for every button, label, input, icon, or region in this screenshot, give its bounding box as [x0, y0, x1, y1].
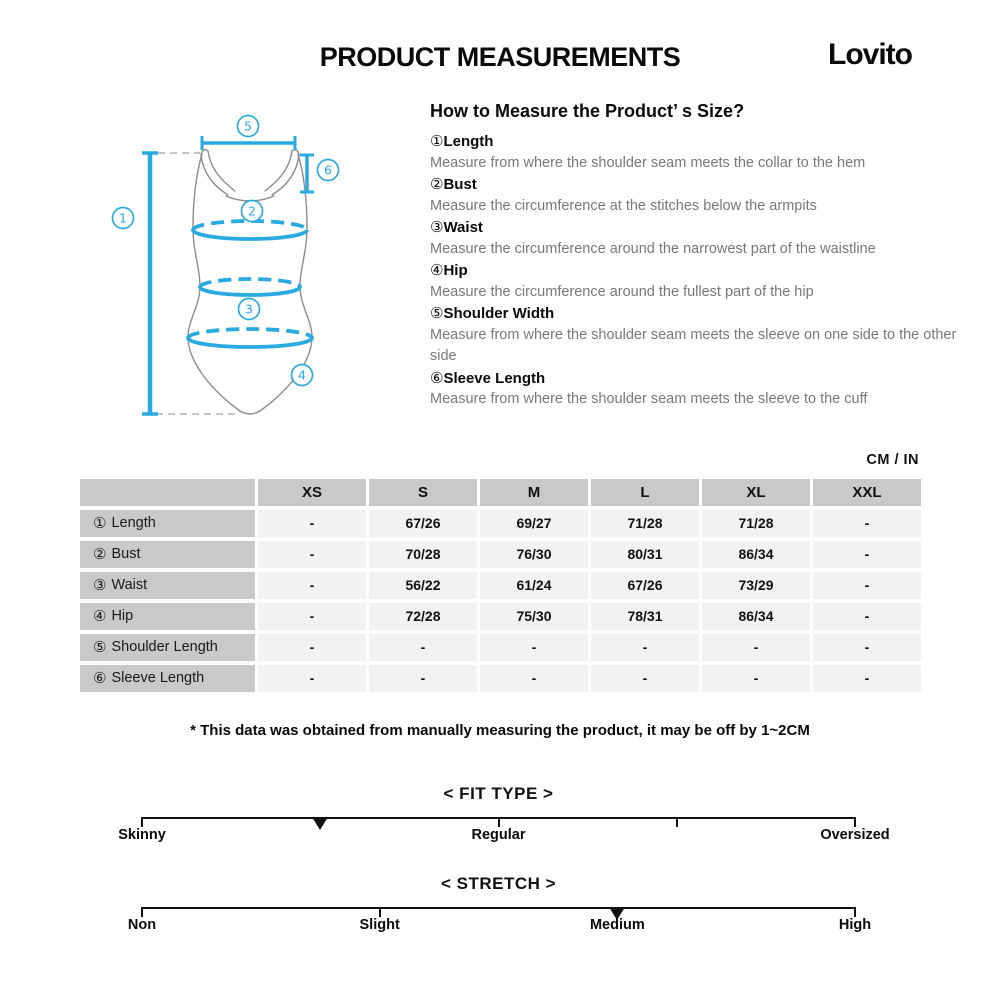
cell-length-xs: - — [258, 510, 366, 538]
cell-hip-s: 72/28 — [369, 603, 477, 631]
circled-number: ④ — [93, 607, 107, 626]
scale-tick — [854, 817, 856, 827]
row-label-bust: ② Bust — [80, 541, 255, 569]
guide-item-desc: Measure the circumference around the narrowest part of the waistline — [430, 240, 876, 257]
col-header-xl: XL — [702, 479, 810, 506]
callout-1: 1 — [119, 210, 127, 226]
cell-bust-xl: 86/34 — [702, 541, 810, 569]
row-label-length: ① Length — [80, 510, 255, 538]
guide-item-title: ②Bust — [430, 175, 477, 193]
fit-type-labels — [118, 827, 890, 847]
cell-hip-l: 78/31 — [591, 603, 699, 631]
fit-type-heading: < FIT TYPE > — [443, 784, 554, 803]
scale-tick — [854, 907, 856, 917]
circled-number: ③ — [430, 218, 444, 236]
cell-sleeve-xs: - — [258, 665, 366, 693]
cell-sleeve-xxl: - — [813, 665, 921, 693]
cell-length-m: 69/27 — [480, 510, 588, 538]
scale-label-regular: Regular — [471, 827, 526, 843]
row-label-waist: ③ Waist — [80, 572, 255, 600]
cell-length-s: 67/26 — [369, 510, 477, 538]
cell-length-l: 71/28 — [591, 510, 699, 538]
units-label: CM / IN — [866, 452, 919, 468]
scale-label-medium: Medium — [589, 917, 645, 933]
scale-label-slight: Slight — [359, 917, 400, 933]
scale-tick — [379, 907, 381, 917]
cell-shoulder-xl: - — [702, 634, 810, 662]
cell-shoulder-xs: - — [258, 634, 366, 662]
cell-waist-xs: - — [258, 572, 366, 600]
col-header-m: M — [480, 479, 588, 506]
row-label-sleeve-length: ⑥ Sleeve Length — [80, 665, 255, 693]
guide-item-title: ⑤Shoulder Width — [430, 304, 555, 322]
circled-number: ④ — [430, 261, 444, 279]
page-title: PRODUCT MEASUREMENTS — [319, 42, 681, 72]
circled-number: ① — [430, 132, 444, 150]
circled-number: ② — [93, 545, 107, 564]
cell-hip-xl: 86/34 — [702, 603, 810, 631]
row-label-hip: ④ Hip — [80, 603, 255, 631]
callout-3: 3 — [245, 301, 253, 317]
brand-logo: Lovito — [828, 38, 912, 71]
guide-item-title: ①Length — [430, 132, 494, 150]
guide-item-desc: Measure from where the shoulder seam meets the sleeve to the cuff — [430, 391, 868, 407]
circled-number: ① — [93, 514, 107, 533]
cell-waist-xl: 73/29 — [702, 572, 810, 600]
cell-shoulder-xxl: - — [813, 634, 921, 662]
circled-number: ⑥ — [93, 669, 107, 688]
cell-bust-xxl: - — [813, 541, 921, 569]
cell-shoulder-l: - — [591, 634, 699, 662]
guide-item-desc: Measure the circumference at the stitches below the armpits — [430, 197, 817, 214]
cell-hip-xs: - — [258, 603, 366, 631]
scale-label-oversized: Oversized — [820, 827, 890, 843]
cell-length-xxl: - — [813, 510, 921, 538]
cell-bust-l: 80/31 — [591, 541, 699, 569]
guide-item-length — [430, 131, 975, 174]
cell-sleeve-m: - — [480, 665, 588, 693]
guide-item-title: ④Hip — [430, 261, 468, 279]
cell-waist-l: 67/26 — [591, 572, 699, 600]
cell-bust-m: 76/30 — [480, 541, 588, 569]
col-header-s: S — [369, 479, 477, 506]
circled-number: ② — [430, 175, 444, 193]
stretch-line — [142, 907, 855, 909]
cell-sleeve-s: - — [369, 665, 477, 693]
circled-number: ③ — [93, 576, 107, 595]
fit-type-scale — [118, 784, 890, 847]
guide-item-shoulder-width — [430, 303, 975, 368]
circled-number: ⑤ — [93, 638, 107, 657]
callout-2: 2 — [248, 203, 256, 219]
guide-heading: How to Measure the Product’ s Size? — [430, 101, 745, 121]
stretch-labels — [127, 917, 872, 937]
scale-label-skinny: Skinny — [118, 827, 166, 843]
guide-item-title: ③Waist — [430, 218, 483, 236]
cell-shoulder-m: - — [480, 634, 588, 662]
scale-tick — [141, 817, 143, 827]
cell-bust-s: 70/28 — [369, 541, 477, 569]
cell-hip-xxl: - — [813, 603, 921, 631]
garment-diagram — [90, 110, 420, 440]
guide-item-desc: Measure from where the shoulder seam meets the sleeve on one side to the other side — [430, 326, 957, 364]
guide-item-bust — [430, 174, 975, 217]
cell-waist-xxl: - — [813, 572, 921, 600]
guide-item-title: ⑥Sleeve Length — [430, 368, 546, 387]
callout-4: 4 — [298, 367, 306, 383]
scale-tick — [141, 907, 143, 917]
col-header-l: L — [591, 479, 699, 506]
measure-guide — [430, 101, 975, 411]
stretch-heading: < STRETCH > — [440, 874, 557, 893]
cell-length-xl: 71/28 — [702, 510, 810, 538]
callout-6: 6 — [324, 162, 332, 178]
stretch-scale — [127, 874, 872, 937]
circled-number: ⑥ — [430, 368, 444, 387]
col-header-xxl: XXL — [813, 479, 921, 506]
circled-number: ⑤ — [430, 304, 444, 322]
cell-bust-xs: - — [258, 541, 366, 569]
size-table — [80, 479, 921, 692]
guide-item-hip — [430, 260, 975, 303]
cell-sleeve-l: - — [591, 665, 699, 693]
guide-item-desc: Measure the circumference around the fullest part of the hip — [430, 283, 814, 300]
callout-5: 5 — [244, 118, 252, 134]
scale-label-high: High — [838, 917, 872, 933]
cell-waist-s: 56/22 — [369, 572, 477, 600]
scale-tick — [498, 817, 500, 827]
guide-item-waist — [430, 217, 975, 260]
cell-hip-m: 75/30 — [480, 603, 588, 631]
fit-type-line — [142, 817, 855, 819]
measurement-disclaimer: * This data was obtained from manually measuring the product, it may be off by 1~2CM — [190, 722, 810, 739]
table-corner-cell — [80, 479, 255, 506]
col-header-xs: XS — [258, 479, 366, 506]
cell-shoulder-s: - — [369, 634, 477, 662]
row-label-shoulder-length: ⑤ Shoulder Length — [80, 634, 255, 662]
scale-tick — [676, 817, 678, 827]
scale-label-non: Non — [127, 917, 157, 933]
guide-item-desc: Measure from where the shoulder seam meets the collar to the hem — [430, 154, 866, 171]
measurement-marks — [142, 136, 314, 414]
cell-waist-m: 61/24 — [480, 572, 588, 600]
cell-sleeve-xl: - — [702, 665, 810, 693]
guide-item-sleeve-length — [430, 368, 975, 411]
